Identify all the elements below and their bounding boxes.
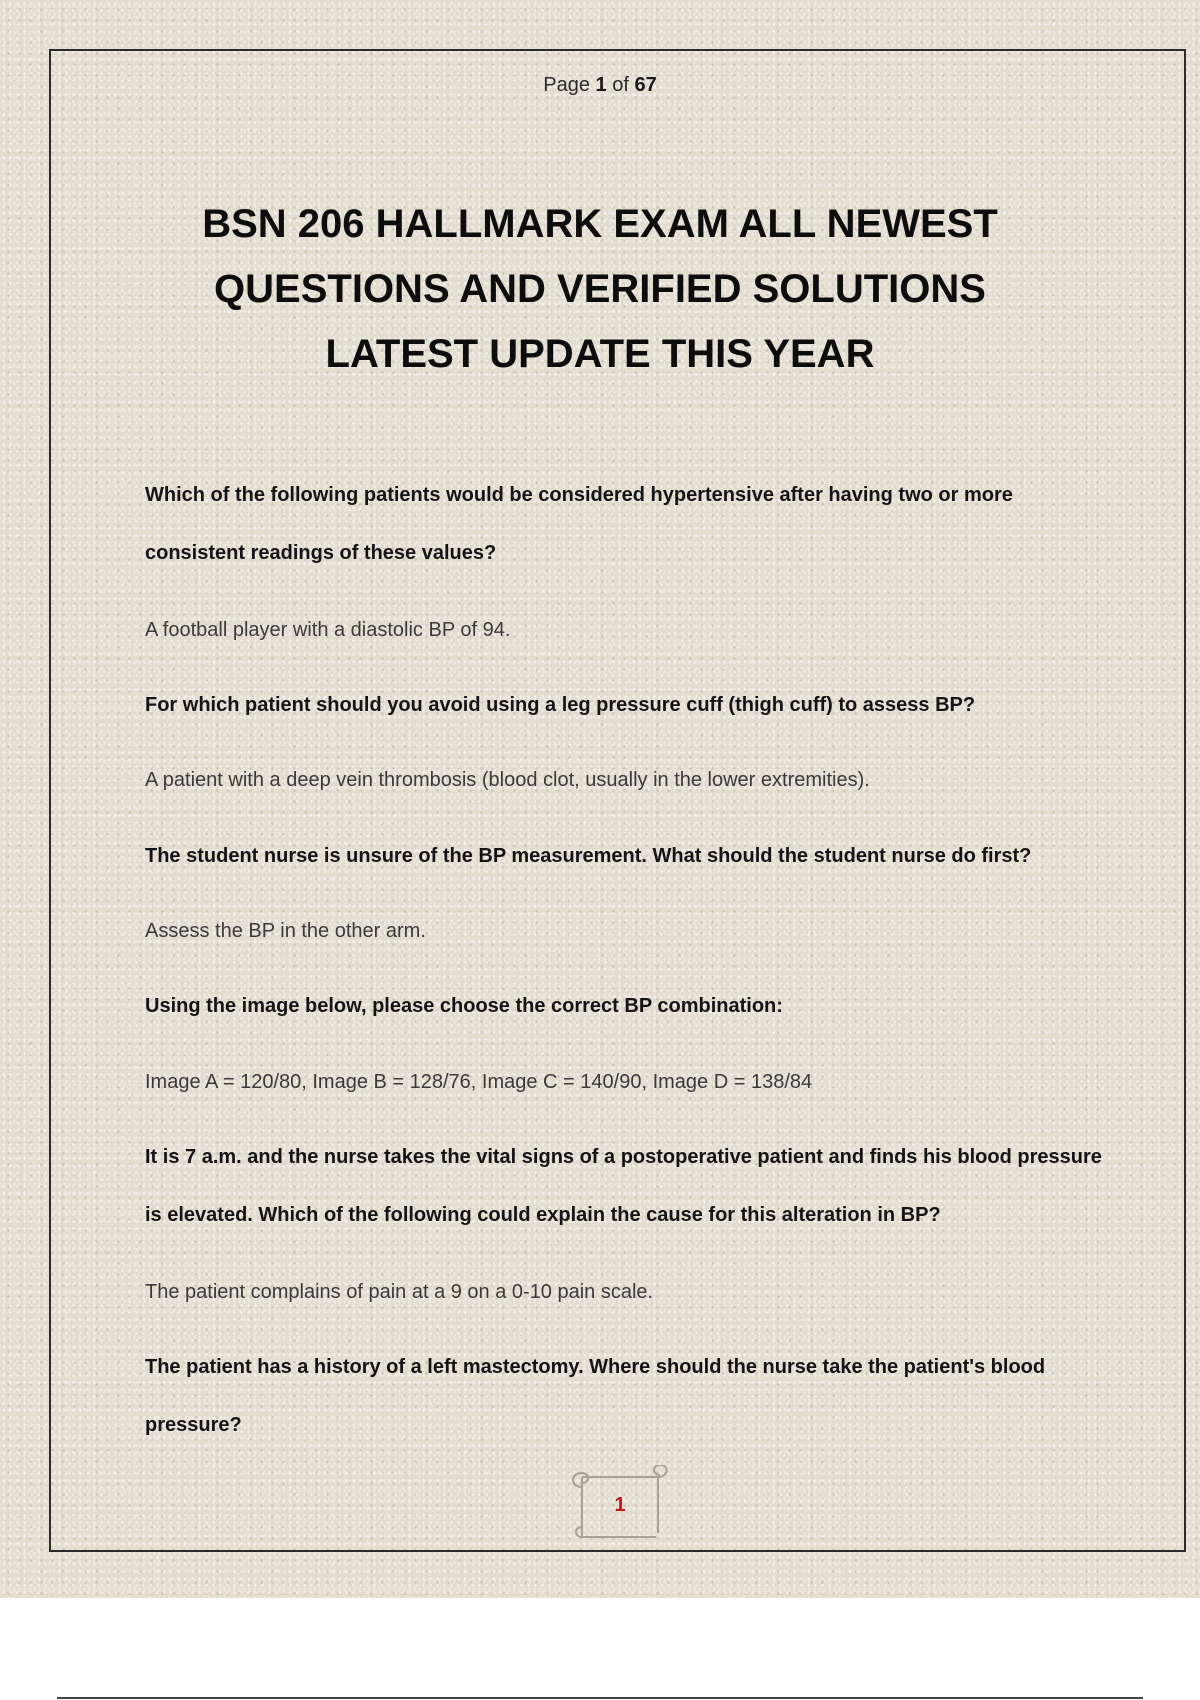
question-2: For which patient should you avoid using a leg pressure cuff (thigh cuff) to assess BP? xyxy=(145,694,976,716)
answer-2: A patient with a deep vein thrombosis (blood clot, usually in the lower extremities). xyxy=(145,769,870,791)
page-header xyxy=(0,74,1200,97)
answer-4: Image A = 120/80, Image B = 128/76, Image C = 140/90, Image D = 138/84 xyxy=(145,1071,813,1093)
answer-5: The patient complains of pain at a 9 on a 0-10 pain scale. xyxy=(145,1281,654,1303)
answer-3: Assess the BP in the other arm. xyxy=(145,920,426,942)
question-4: Using the image below, please choose the correct BP combination: xyxy=(145,995,783,1017)
question-1: Which of the following patients would be considered hypertensive after having two or more consistent readings of these values? xyxy=(145,484,1013,564)
page-of: of xyxy=(612,74,629,96)
title-line-2: QUESTIONS AND VERIFIED SOLUTIONS xyxy=(214,267,986,311)
page-current: 1 xyxy=(595,74,607,96)
page-total: 67 xyxy=(634,74,657,96)
question-3: The student nurse is unsure of the BP measurement. What should the student nurse do first? xyxy=(145,845,1032,867)
question-6: The patient has a history of a left mastectomy. Where should the nurse take the patient's blood pressure? xyxy=(145,1356,1046,1436)
document-title xyxy=(100,192,1100,387)
title-line-3: LATEST UPDATE THIS YEAR xyxy=(325,332,875,376)
answer-1: A football player with a diastolic BP of 94. xyxy=(145,619,511,641)
title-line-1: BSN 206 HALLMARK EXAM ALL NEWEST xyxy=(202,202,998,246)
question-5: It is 7 a.m. and the nurse takes the vital signs of a postoperative patient and finds his blood pressure is elevated. Which of the following could explain the cause for this alteration in BP? xyxy=(145,1146,1102,1226)
page-word: Page xyxy=(543,74,590,96)
bottom-divider xyxy=(57,1697,1143,1699)
page-number: 1 xyxy=(614,1494,626,1516)
